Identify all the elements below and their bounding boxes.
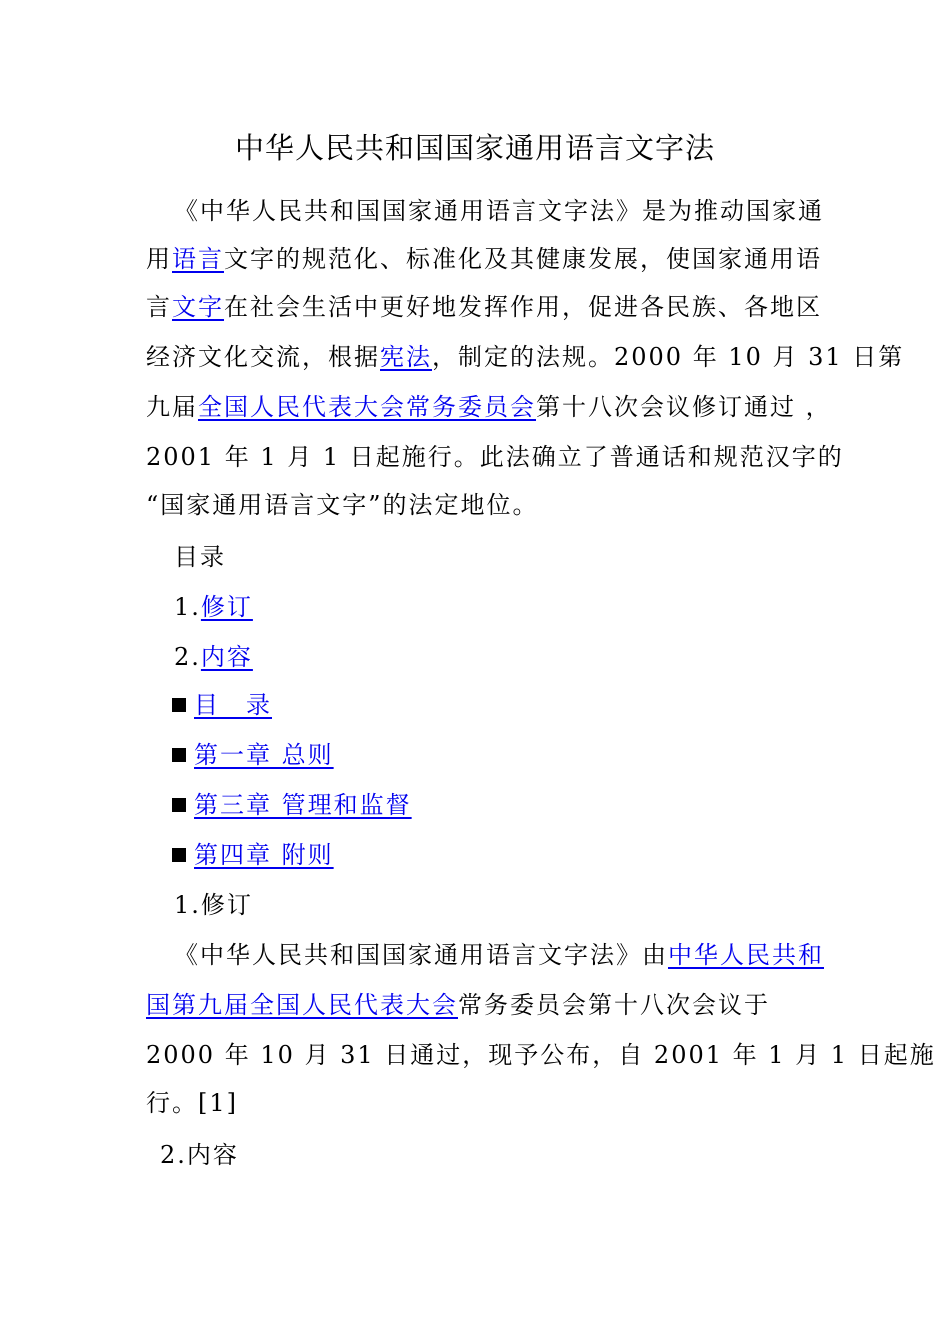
link-script[interactable]: 文字 xyxy=(172,293,224,321)
toc-link-content[interactable]: 内容 xyxy=(200,643,253,671)
intro-text: 在社会生活中更好地发挥作用，促进各民族、各地区 xyxy=(224,293,822,321)
section-revision-line-1 xyxy=(174,938,824,972)
toc-subitem-2 xyxy=(172,738,334,772)
toc-item-number: 2. xyxy=(174,643,201,671)
section-revision-line-3: 2000 年 10 月 31 日通过，现予公布，自 2001 年 1 月 1 日起施 xyxy=(146,1041,936,1069)
intro-line-1 xyxy=(174,194,824,228)
intro-line-5 xyxy=(146,390,832,424)
toc-item-2 xyxy=(174,640,253,674)
square-bullet-icon xyxy=(172,698,186,712)
toc-item-number: 1. xyxy=(174,593,201,621)
square-bullet-icon xyxy=(172,848,186,862)
document-title: 中华人民共和国国家通用语言文字法 xyxy=(234,131,715,165)
intro-line-4 xyxy=(146,340,904,374)
square-bullet-icon xyxy=(172,798,186,812)
toc-link-revision[interactable]: 修订 xyxy=(200,593,253,621)
link-prc-npc-part1[interactable]: 中华人民共和 xyxy=(668,941,824,969)
intro-text: 用 xyxy=(146,245,172,273)
toc-subitem-4 xyxy=(172,838,334,872)
toc-subitem-3 xyxy=(172,788,412,822)
toc-link-chapter-3[interactable]: 第三章 管理和监督 xyxy=(194,791,412,819)
intro-line-3 xyxy=(146,290,822,324)
intro-text: 经济文化交流，根据 xyxy=(146,343,380,371)
intro-text: 文字的规范化、标准化及其健康发展，使国家通用语 xyxy=(224,245,822,273)
link-constitution[interactable]: 宪法 xyxy=(380,343,432,371)
toc-link-chapter-4[interactable]: 第四章 附则 xyxy=(194,841,334,869)
section-content-heading: 2.内容 xyxy=(160,1141,239,1169)
section-text: 常务委员会第十八次会议于 xyxy=(458,991,770,1019)
intro-text: 九届 xyxy=(146,393,198,421)
link-prc-npc-part2[interactable]: 国第九届全国人民代表大会 xyxy=(146,991,458,1019)
link-npc-standing-committee[interactable]: 全国人民代表大会常务委员会 xyxy=(198,393,536,421)
intro-line-2 xyxy=(146,242,822,276)
square-bullet-icon xyxy=(172,748,186,762)
toc-link-chapter-1[interactable]: 第一章 总则 xyxy=(194,741,334,769)
toc-subitem-1 xyxy=(172,688,272,722)
toc-item-1 xyxy=(174,590,253,624)
section-revision-heading: 1.修订 xyxy=(174,891,253,919)
intro-text: 《中华人民共和国国家通用语言文字法》是为推动国家通 xyxy=(174,197,824,225)
intro-line-6: 2001 年 1 月 1 日起施行。此法确立了普通话和规范汉字的 xyxy=(146,443,844,471)
section-text: 《中华人民共和国国家通用语言文字法》由 xyxy=(174,941,668,969)
toc-heading: 目录 xyxy=(174,543,226,571)
intro-line-7: “国家通用语言文字”的法定地位。 xyxy=(146,491,539,519)
section-revision-line-4: 行。[1] xyxy=(146,1089,238,1117)
intro-text: 言 xyxy=(146,293,172,321)
toc-link-contents[interactable]: 目 录 xyxy=(194,691,272,719)
section-revision-line-2 xyxy=(146,988,770,1022)
intro-text: 第十八次会议修订通过 ， xyxy=(536,393,832,421)
link-language[interactable]: 语言 xyxy=(172,245,224,273)
intro-text: ，制定的法规。2000 年 10 月 31 日第 xyxy=(432,343,905,371)
